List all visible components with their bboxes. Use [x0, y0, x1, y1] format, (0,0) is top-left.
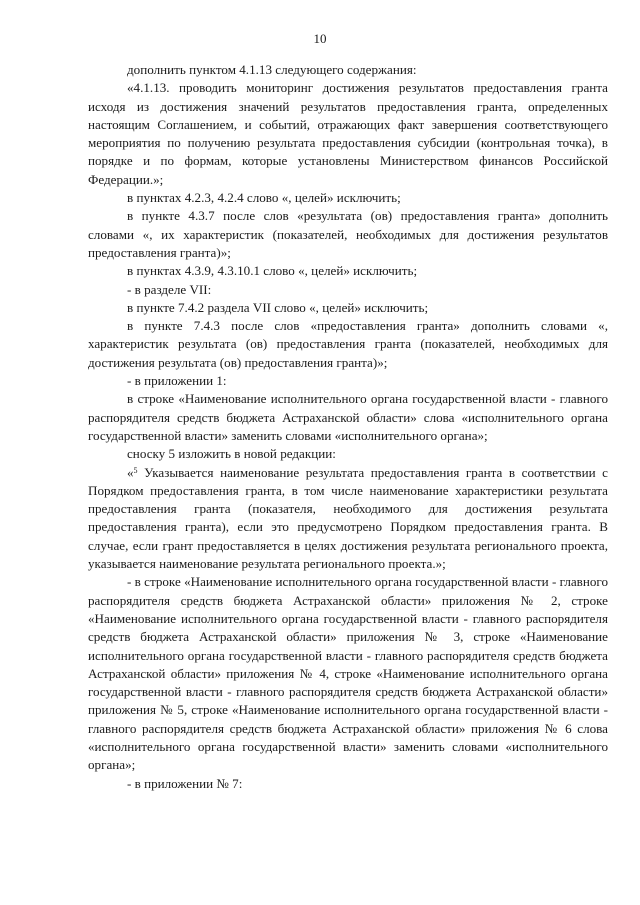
footnote-mark: 5: [133, 465, 138, 475]
paragraph: - в строке «Наименование исполнительного органа государственной власти - главного распорядителя средств бюджета Астраханской области» приложения № 2, строке «Наименование исполнительного органа государственной власти - главного распорядителя средств бюджета Астраханской области» приложения № 3, строке «Наименование исполнительного органа государственной власти - главного распорядителя средств бюджета Астраханской области» приложения № 4, строке «Наименование исполнительного органа государственной власти - главного распорядителя средств бюджета Астраханской области» приложения № 5, строке «Наименование исполнительного органа государственной власти - главного распорядителя средств бюджета Астраханской области» приложения № 6 слова «исполнительного органа государственной власти» заменить словами «исполнительного органа»;: [88, 574, 608, 773]
page-number: 10: [313, 31, 327, 46]
footnote-open-quote: «: [127, 464, 134, 480]
paragraph: в пункте 7.4.2 раздела VII слово «, целей» исключить;: [127, 299, 429, 315]
paragraph: - в приложении 1:: [127, 373, 227, 389]
paragraph: дополнить пунктом 4.1.13 следующего содержания:: [127, 62, 417, 77]
paragraph: - в разделе VII:: [127, 281, 212, 297]
paragraph: в пункте 4.3.7 после слов «результата (ов) предоставления гранта» дополнить словами «, их характеристик (показателей, необходимых для достижения результатов предоставления гранта)»;: [88, 208, 608, 260]
footnote-text: Указывается наименование результата предоставления гранта в соответствии с Порядком предоставления гранта, в том числе наименование характеристики результата предоставления гранта (показателя, необходимого для достижения результата предоставления гранта), если это предусмотрено Порядком предоставления гранта. В случае, если грант предоставляется в целях достижения результата регионального проекта, указывается наименование результата регионального проекта.»;: [88, 464, 608, 572]
paragraph: в пунктах 4.2.3, 4.2.4 слово «, целей» исключить;: [127, 190, 401, 206]
document-body: [88, 61, 608, 793]
paragraph: в пунктах 4.3.9, 4.3.10.1 слово «, целей» исключить;: [127, 263, 418, 279]
paragraph: в строке «Наименование исполнительного органа государственной власти - главного распорядителя средств бюджета Астраханской области» слова «исполнительного органа государственной власти» заменить словами «исполнительного органа»;: [88, 391, 608, 443]
paragraph: в пункте 7.4.3 после слов «предоставления гранта» дополнить словами «, характеристик результата (ов) предоставления гранта (показателей, необходимых для достижения результата (ов) предоставления гранта)»;: [88, 318, 608, 370]
paragraph: - в приложении № 7:: [127, 775, 243, 791]
paragraph: сноску 5 изложить в новой редакции:: [127, 446, 336, 462]
paragraph: «4.1.13. проводить мониторинг достижения результатов предоставления гранта исходя из достижения значений результатов предоставления гранта, определенных настоящим Соглашением, и событий, отражающих факт завершения соответствующего мероприятия по получению результата предоставления субсидии (контрольная точка), в порядке и по формам, которые установлены Министерством финансов Российской Федерации.»;: [88, 80, 608, 187]
footnote-paragraph: [88, 464, 608, 574]
